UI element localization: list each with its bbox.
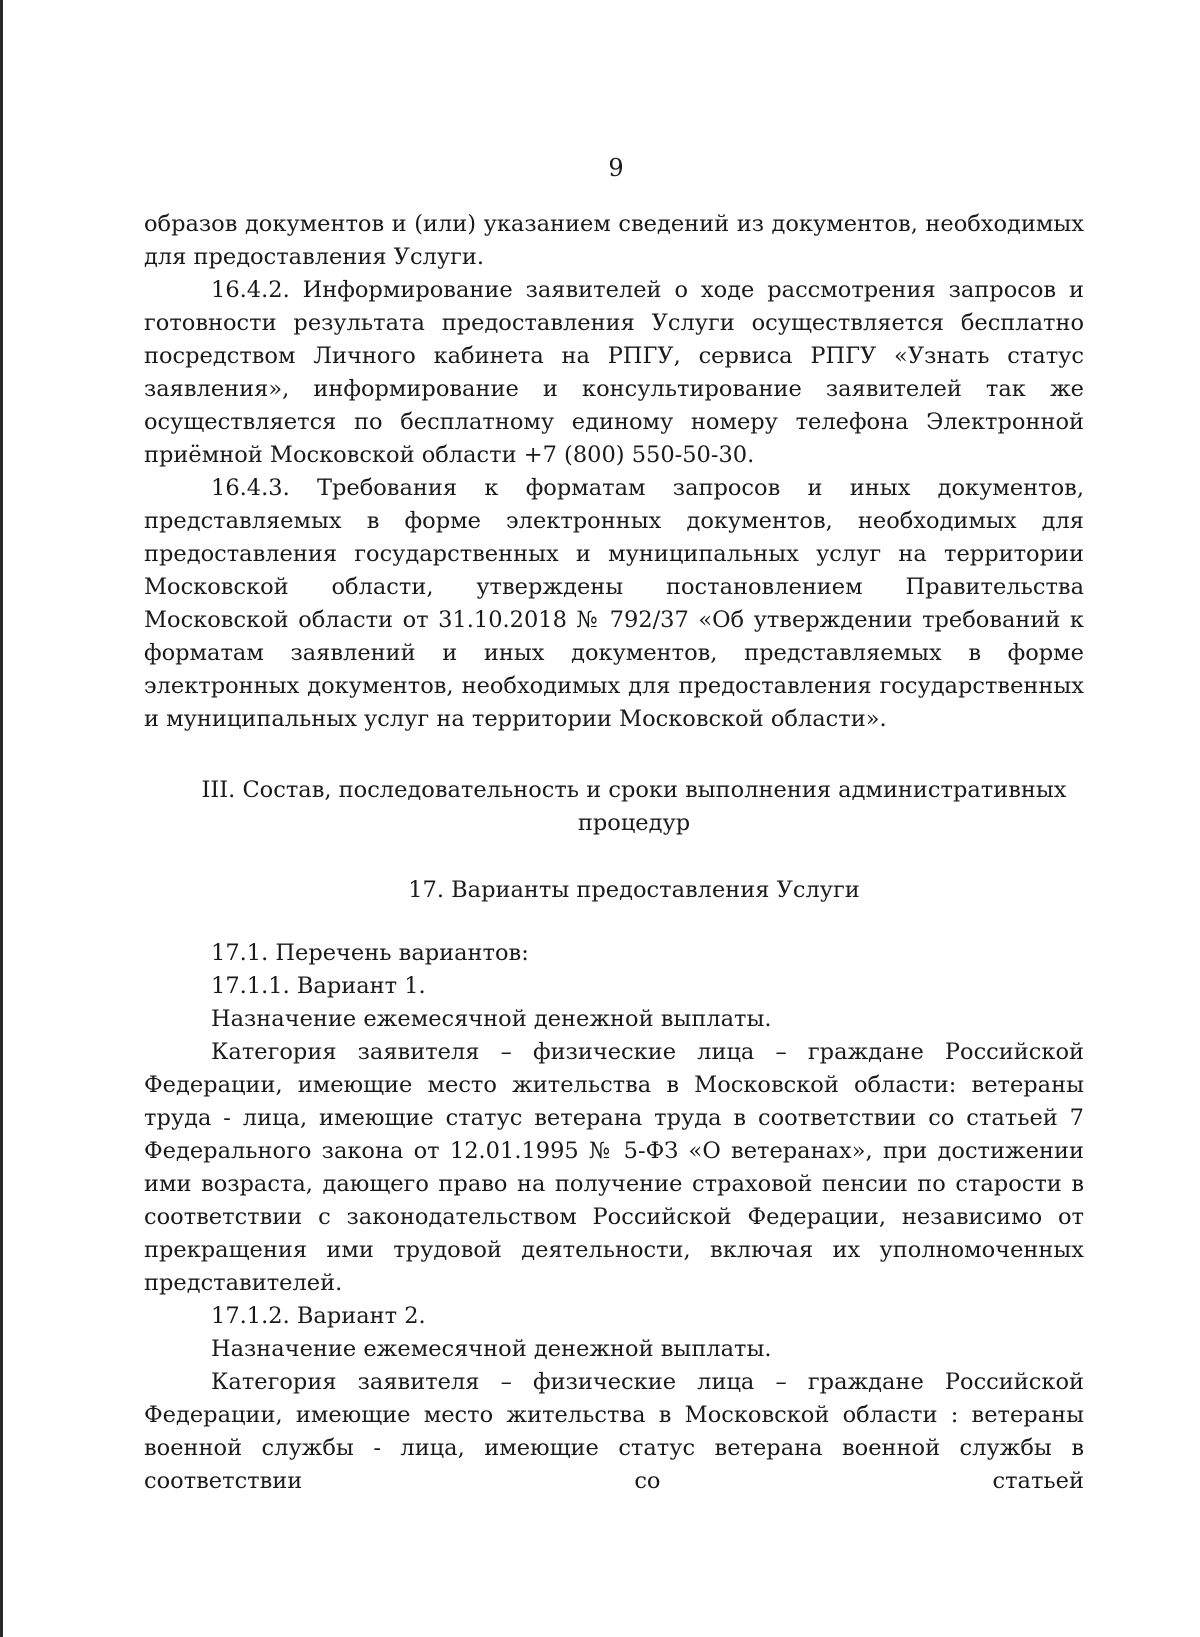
- variants-list-title: 17.1. Перечень вариантов:: [211, 940, 529, 966]
- paragraph-16-4-2: 16.4.2. Информирование заявителей о ходе рассмотрения запросов и готовности результата предоставления Услуги осуществляется бесплатно посредством Личного кабинета на РПГУ, сервиса РПГУ «Узнать статус заявления», информирование и консультирование заявителей так же осуществляется по бесплатному единому номеру телефона Электронной приёмной Московской области +7 (800) 550-50-30.: [144, 277, 1084, 468]
- scan-edge-line: [0, 0, 3, 1637]
- variant-2-purpose: Назначение ежемесячной денежной выплаты.: [211, 1336, 772, 1362]
- variant-1-title: 17.1.1. Вариант 1.: [211, 973, 426, 999]
- variant-1-category: Категория заявителя – физические лица – граждане Российской Федерации, имеющие место жительства в Московской области: ветераны труда - лица, имеющие статус ветерана труда в соответствии со статьей 7 Федерального закона от 12.01.1995 № 5-ФЗ «О ветеранах», при достижении ими возраста, дающего право на получение страховой пенсии по старости в соответствии с законодательством Российской Федерации, независимо от прекращения ими трудовой деятельности, включая их уполномоченных представителей.: [144, 1039, 1084, 1296]
- paragraph-16-4-3: 16.4.3. Требования к форматам запросов и иных документов, представляемых в форме электронных документов, необходимых для предоставления государственных и муниципальных услуг на территории Московской области, утверждены постановлением Правительства Московской области от 31.10.2018 № 792/37 «Об утверждении требований к форматам заявлений и иных документов, представляемых в форме электронных документов, необходимых для предоставления государственных и муниципальных услуг на территории Московской области».: [144, 475, 1084, 732]
- document-body: [144, 208, 1084, 1498]
- page-number: 9: [608, 154, 624, 182]
- variant-2-title: 17.1.2. Вариант 2.: [211, 1303, 426, 1329]
- variant-2-category: Категория заявителя – физические лица – граждане Российской Федерации, имеющие место жительства в Московской области : ветераны военной службы - лица, имеющие статус ветерана военной службы в соответствии со статьей: [144, 1369, 1084, 1494]
- paragraph-continuation: образов документов и (или) указанием сведений из документов, необходимых для предоставления Услуги.: [144, 211, 1084, 270]
- subsection-heading: 17. Варианты предоставления Услуги: [408, 877, 860, 903]
- section-heading-line2: процедур: [577, 810, 691, 836]
- variant-1-purpose: Назначение ежемесячной денежной выплаты.: [211, 1006, 772, 1032]
- section-heading-line1: III. Состав, последовательность и сроки выполнения административных: [201, 777, 1067, 803]
